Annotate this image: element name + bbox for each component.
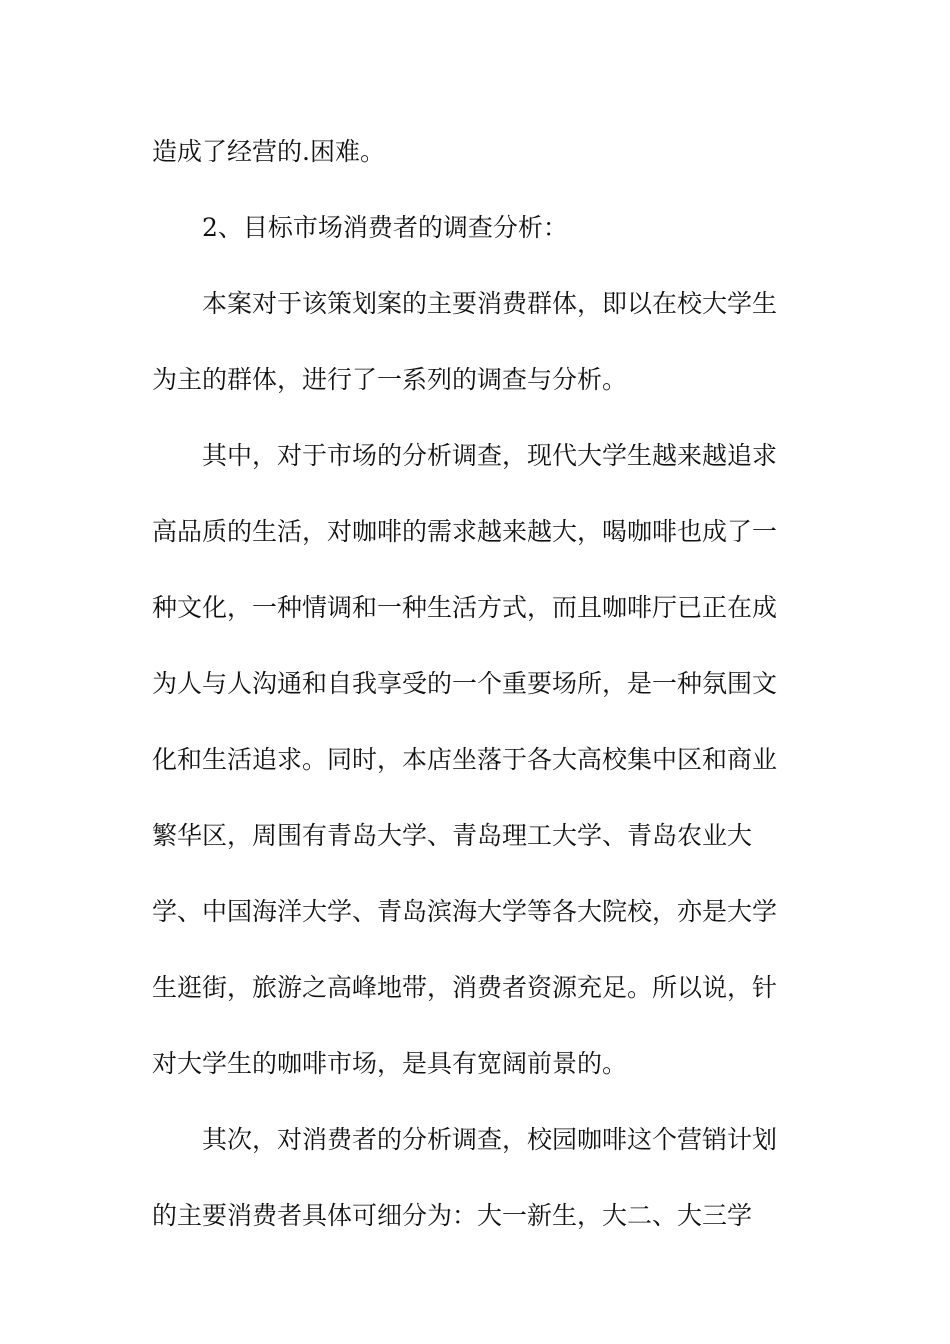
text-line: 对大学生的咖啡市场，是具有宽阔前景的。 — [152, 1049, 628, 1078]
text-line: 其中，对于市场的分析调查，现代大学生越来越追求 — [202, 441, 778, 470]
text-line: 高品质的生活，对咖啡的需求越来越大，喝咖啡也成了一 — [152, 517, 778, 546]
section-heading: 2、目标市场消费者的调查分析： — [202, 213, 568, 242]
text-line: 其次，对消费者的分析调查，校园咖啡这个营销计划 — [202, 1125, 778, 1154]
text-line: 种文化，一种情调和一种生活方式，而且咖啡厅已正在成 — [152, 593, 778, 622]
body-text — [152, 129, 792, 1269]
text-line: 繁华区，周围有青岛大学、青岛理工大学、青岛农业大 — [152, 821, 753, 850]
text-line: 学、中国海洋大学、青岛滨海大学等各大院校，亦是大学 — [152, 897, 778, 926]
text-line: 化和生活追求。同时，本店坐落于各大高校集中区和商业 — [152, 745, 778, 774]
text-line: 的主要消费者具体可细分为：大一新生，大二、大三学 — [152, 1201, 753, 1230]
text-line: 本案对于该策划案的主要消费群体，即以在校大学生 — [202, 289, 778, 318]
text-line: 为主的群体，进行了一系列的调查与分析。 — [152, 365, 628, 394]
text-line: 造成了经营的.困难。 — [152, 137, 385, 166]
text-line: 为人与人沟通和自我享受的一个重要场所，是一种氛围文 — [152, 669, 778, 698]
text-line: 生逛街，旅游之高峰地带，消费者资源充足。所以说，针 — [152, 973, 778, 1002]
